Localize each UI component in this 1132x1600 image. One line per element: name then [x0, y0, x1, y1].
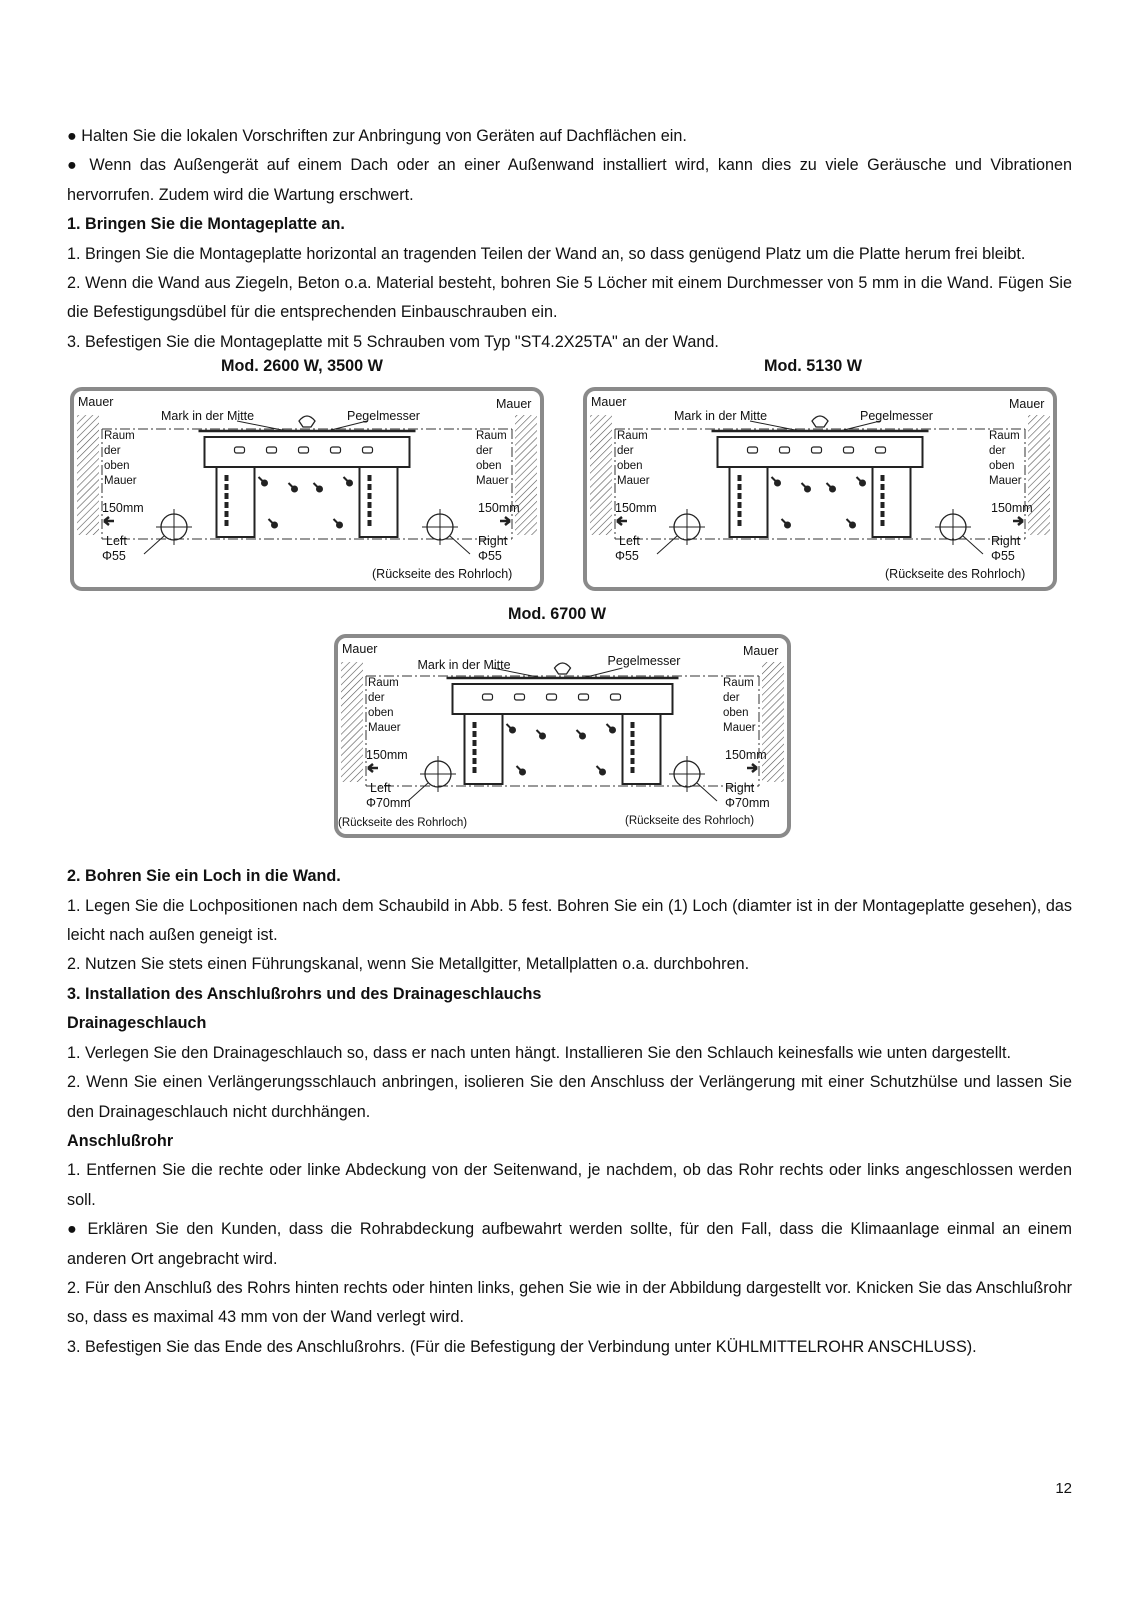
- hole-left-diameter: Φ70mm: [366, 796, 411, 811]
- space-right-label: oben: [476, 460, 502, 473]
- section3-a1: 1. Entfernen Sie die rechte oder linke Abdeckung von der Seitenwand, je nachdem, ob das Rohr rechts oder links angeschlossen werden soll.: [67, 1161, 1072, 1209]
- hole-left-label: Left: [619, 534, 640, 549]
- section2-title: 2. Bohren Sie ein Loch in die Wand.: [67, 867, 341, 886]
- section1-title: 1. Bringen Sie die Montageplatte an.: [67, 215, 345, 234]
- wall-left-label: Mauer: [78, 395, 114, 410]
- space-right-label: Mauer: [723, 722, 756, 735]
- space-right-label: Raum: [989, 430, 1020, 443]
- wall-right-label: Mauer: [1009, 397, 1045, 412]
- space-left-label: der: [104, 445, 121, 458]
- hole-left-label: Left: [106, 534, 127, 549]
- space-right-label: Raum: [723, 677, 754, 690]
- mounting-plate-drawing: [74, 391, 540, 587]
- space-right-label: Raum: [476, 430, 507, 443]
- page-number: 12: [1055, 1480, 1072, 1497]
- wall-right-label: Mauer: [743, 644, 779, 659]
- space-left-label: der: [617, 445, 634, 458]
- hole-right-diameter: Φ55: [991, 549, 1015, 564]
- space-left-label: Raum: [104, 430, 135, 443]
- section3-d1: 1. Verlegen Sie den Drainageschlauch so, dass er nach unten hängt. Installieren Sie den Schlauch keinesfalls wie unten dargestellt.: [67, 1043, 1011, 1062]
- mounting-plate-drawing: [587, 391, 1053, 587]
- section3-title: 3. Installation des Anschlußrohrs und des Drainageschlauchs: [67, 984, 542, 1003]
- fig3-diagram: [334, 634, 791, 838]
- figures-block: [67, 357, 1072, 862]
- section1-p2: 2. Wenn die Wand aus Ziegeln, Beton o.a. Material besteht, bohren Sie 5 Löcher mit einem Durchmesser von 5 mm in die Wand. Fügen Sie die Befestigungsdübel für die entsprechenden Einbauschrauben ein.: [67, 274, 1072, 322]
- wall-left-label: Mauer: [591, 395, 627, 410]
- distance-right-label: 150mm: [478, 501, 520, 516]
- distance-right-label: 150mm: [725, 748, 767, 763]
- hole-right-diameter: Φ55: [478, 549, 502, 564]
- fig2-diagram: [583, 387, 1057, 591]
- hole-right-label: Right: [991, 534, 1021, 549]
- space-left-label: Mauer: [104, 475, 137, 488]
- intro-line-1: ● Halten Sie die lokalen Vorschriften zur Anbringung von Geräten auf Dachflächen ein.: [67, 127, 687, 145]
- section3-d2: 2. Wenn Sie einen Verlängerungsschlauch anbringen, isolieren Sie den Anschluss der Verlängerung mit einer Schutzhülse und lassen Sie den Drainageschlauch nicht durchhängen.: [67, 1073, 1072, 1121]
- distance-left-label: 150mm: [366, 748, 408, 763]
- intro-line-2: ● Wenn das Außengerät auf einem Dach oder an einer Außenwand installiert wird, kann dies zu viele Geräusche und Vibrationen hervorrufen. Zudem wird die Wartung erschwert.: [67, 156, 1072, 204]
- section3-a3: 2. Für den Anschluß des Rohrs hinten rechts oder hinten links, gehen Sie wie in der Abbildung dargestellt vor. Knicken Sie das Anschlußrohr so, dass es maximal 43 mm von der Wand verlegt wird.: [67, 1278, 1072, 1327]
- space-left-label: der: [368, 692, 385, 705]
- space-right-label: Mauer: [476, 475, 509, 488]
- hole-left-label: Left: [370, 781, 391, 796]
- space-left-label: oben: [104, 460, 130, 473]
- section3-a4: 3. Befestigen Sie das Ende des Anschlußrohrs. (Für die Befestigung der Verbindung unter KÜHLMITTELROHR ANSCHLUSS).: [67, 1337, 977, 1356]
- space-left-label: Raum: [368, 677, 399, 690]
- pipe-hole-note: (Rückseite des Rohrloch): [885, 567, 1026, 582]
- space-left-label: Mauer: [368, 722, 401, 735]
- section3-sub-drainage: Drainageschlauch: [67, 1014, 207, 1033]
- hole-right-label: Right: [478, 534, 508, 549]
- space-right-label: oben: [989, 460, 1015, 473]
- wall-right-label: Mauer: [496, 397, 532, 412]
- space-left-label: Raum: [617, 430, 648, 443]
- distance-right-label: 150mm: [991, 501, 1033, 516]
- fig3-title: Mod. 6700 W: [508, 605, 607, 624]
- wall-left-label: Mauer: [342, 642, 378, 657]
- space-right-label: Mauer: [989, 475, 1022, 488]
- hole-right-label: Right: [725, 781, 755, 796]
- center-mark-label: Mark in der Mitte: [417, 658, 511, 673]
- pipe-hole-note-left: (Rückseite des Rohrloch): [338, 817, 468, 830]
- fig1-title: Mod. 2600 W, 3500 W: [221, 357, 383, 376]
- space-left-label: oben: [617, 460, 643, 473]
- distance-left-label: 150mm: [102, 501, 144, 516]
- section1-p3: 3. Befestigen Sie die Montageplatte mit 5 Schrauben vom Typ "ST4.2X25TA" an der Wand.: [67, 332, 719, 351]
- space-left-label: Mauer: [617, 475, 650, 488]
- hole-right-diameter: Φ70mm: [725, 796, 770, 811]
- section2-p2: 2. Nutzen Sie stets einen Führungskanal, wenn Sie Metallgitter, Metallplatten o.a. durchbohren.: [67, 955, 750, 974]
- fig2-title: Mod. 5130 W: [764, 357, 863, 376]
- level-label: Pegelmesser: [607, 654, 681, 669]
- hole-left-diameter: Φ55: [615, 549, 639, 564]
- hole-left-diameter: Φ55: [102, 549, 126, 564]
- section1-p1: 1. Bringen Sie die Montageplatte horizontal an tragenden Teilen der Wand an, so dass genügend Platz um die Platte herum frei bleibt.: [67, 244, 1026, 263]
- section2-p1: 1. Legen Sie die Lochpositionen nach dem Schaubild in Abb. 5 fest. Bohren Sie ein (1) Loch (diamter ist in der Montageplatte gesehen), das leicht nach außen geneigt ist.: [67, 896, 1072, 945]
- level-label: Pegelmesser: [347, 409, 420, 424]
- document-page: [67, 122, 1072, 1362]
- space-left-label: oben: [368, 707, 394, 720]
- section3-a2: ● Erklären Sie den Kunden, dass die Rohrabdeckung aufbewahrt werden sollte, für den Fall, dass die Klimaanlage einmal an einem anderen Ort angebracht wird.: [67, 1220, 1072, 1268]
- distance-left-label: 150mm: [615, 501, 657, 516]
- center-mark-label: Mark in der Mitte: [161, 409, 255, 424]
- space-right-label: oben: [723, 707, 749, 720]
- space-right-label: der: [989, 445, 1006, 458]
- section3-sub-pipe: Anschlußrohr: [67, 1131, 174, 1150]
- center-mark-label: Mark in der Mitte: [674, 409, 768, 424]
- pipe-hole-note-right: (Rückseite des Rohrloch): [625, 815, 755, 828]
- space-right-label: der: [723, 692, 740, 705]
- fig1-diagram: [70, 387, 544, 591]
- space-right-label: der: [476, 445, 493, 458]
- level-label: Pegelmesser: [860, 409, 933, 424]
- pipe-hole-note: (Rückseite des Rohrloch): [372, 567, 513, 582]
